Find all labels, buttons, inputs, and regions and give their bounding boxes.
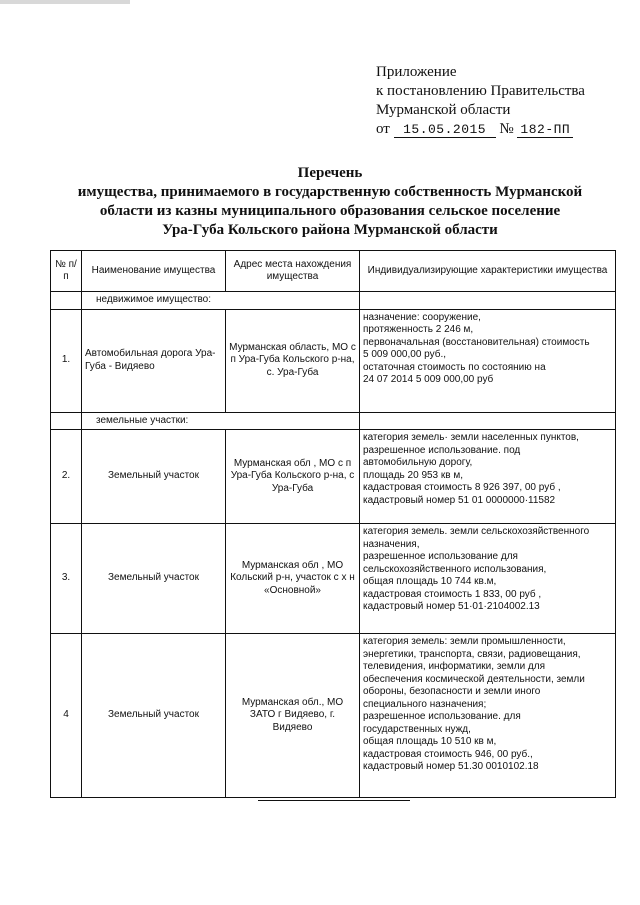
- row-name: Автомобильная дорога Ура-Губа - Видяево: [82, 309, 226, 412]
- closing-rule: [258, 800, 410, 801]
- char-line: общая площадь 10 744 кв.м,: [363, 576, 497, 587]
- scan-mark: [0, 0, 130, 4]
- char-line: кадастровый номер 51 01 0000000·11582: [363, 494, 556, 506]
- row-name: Земельный участок: [82, 430, 226, 524]
- row-address: Мурманская область, МО с п Ура-Губа Кольского р-на, с. Ура-Губа: [226, 309, 360, 412]
- char-line: разрешенное использование для: [363, 551, 518, 562]
- title-line-3: области из казны муниципального образования сельское поселение: [99, 203, 561, 219]
- char-line: разрешенное использование. под: [363, 444, 521, 456]
- char-line: назначение: сооружение,: [363, 311, 481, 323]
- approval-line-1: Приложение: [376, 64, 457, 80]
- approval-line-3: Мурманской области: [376, 102, 511, 118]
- char-line: кадастровый номер 51·01·2104002.13: [363, 601, 540, 612]
- section-empty-cell: [360, 292, 616, 310]
- char-line: кадастровая стоимость 8 926 397, 00 руб ,: [363, 482, 561, 493]
- title-line-2: имущества, принимаемого в государственную собственность Мурманской: [77, 184, 583, 200]
- char-line: первоначальная (восстановительная) стоимость: [363, 336, 590, 348]
- char-line: специального назначения;: [363, 698, 487, 710]
- section-label-land: земельные участки:: [82, 412, 360, 430]
- char-line: кадастровый номер 51.30 0010102.18: [363, 761, 539, 772]
- section-empty-cell: [51, 292, 82, 310]
- row-characteristics: [360, 430, 616, 524]
- section-empty-cell: [360, 412, 616, 430]
- row-address: Мурманская обл., МО ЗАТО г Видяево, г. Видяево: [226, 634, 360, 798]
- section-row-land: [51, 412, 616, 430]
- title-line-1: Перечень: [297, 165, 363, 181]
- char-line: разрешенное использование. для: [363, 711, 521, 722]
- row-num: 2.: [51, 430, 82, 524]
- row-num: 3.: [51, 524, 82, 634]
- number-label: №: [499, 121, 514, 137]
- row-num: 4: [51, 634, 82, 798]
- header-address: Адрес места нахождения имущества: [226, 251, 360, 292]
- char-line: кадастровая стоимость 1 833, 00 руб ,: [363, 588, 542, 600]
- char-line: телевидения, информатики, земли для: [363, 661, 546, 672]
- row-address: Мурманская обл , МО Кольский р-н, участок с х н «Основной»: [226, 524, 360, 634]
- char-line: категория земель. земли сельскохозяйственного: [363, 526, 590, 537]
- char-line: категория земель: земли промышленности,: [363, 636, 566, 647]
- row-name: Земельный участок: [82, 524, 226, 634]
- header-name: Наименование имущества: [82, 251, 226, 292]
- property-table: [50, 250, 616, 798]
- char-line: общая площадь 10 510 кв м,: [363, 736, 497, 747]
- approval-line-2: к постановлению Правительства: [376, 83, 585, 99]
- row-characteristics: [360, 524, 616, 634]
- section-label-real-estate: недвижимое имущество:: [82, 292, 360, 310]
- table-row: [51, 430, 616, 524]
- header-characteristics: Индивидуализирующие характеристики имущества: [360, 251, 616, 292]
- title-line-4: Ура-Губа Кольского района Мурманской области: [162, 222, 498, 238]
- header-num: № п/п: [51, 251, 82, 292]
- from-label: от: [376, 121, 390, 137]
- char-line: государственных нужд,: [363, 723, 471, 735]
- table-row: [51, 309, 616, 412]
- section-row-real-estate: [51, 292, 616, 310]
- approval-number: 182-ПП: [517, 122, 573, 138]
- row-characteristics: [360, 309, 616, 412]
- table-header-row: [51, 251, 616, 292]
- document-title: [40, 164, 620, 240]
- row-characteristics: [360, 634, 616, 798]
- char-line: обороны, безопасности и земли иного: [363, 686, 541, 697]
- approval-block: [376, 63, 585, 139]
- approval-line-4: [376, 120, 585, 139]
- row-address: Мурманская обл , МО с п Ура-Губа Кольского р-на, с Ура-Губа: [226, 430, 360, 524]
- char-line: энергетики, транспорта, связи, радиовещания,: [363, 648, 581, 660]
- char-line: категория земель· земли населенных пунктов,: [363, 432, 579, 443]
- approval-date: 15.05.2015: [394, 122, 496, 138]
- char-line: 5 009 000,00 руб.,: [363, 349, 447, 360]
- char-line: остаточная стоимость по состоянию на: [363, 361, 546, 373]
- row-num: 1.: [51, 309, 82, 412]
- section-empty-cell: [51, 412, 82, 430]
- char-line: 24 07 2014 5 009 000,00 руб: [363, 374, 494, 385]
- char-line: автомобильную дорогу,: [363, 457, 473, 468]
- char-line: протяженность 2 246 м,: [363, 324, 474, 335]
- row-name: Земельный участок: [82, 634, 226, 798]
- char-line: назначения,: [363, 538, 420, 550]
- char-line: сельскохозяйственного использования,: [363, 563, 547, 575]
- table-row: [51, 524, 616, 634]
- char-line: площадь 20 953 кв м,: [363, 469, 464, 481]
- char-line: кадастровая стоимость 946, 00 руб.,: [363, 748, 533, 760]
- char-line: обеспечения космической деятельности, земли: [363, 673, 585, 685]
- table-row: [51, 634, 616, 798]
